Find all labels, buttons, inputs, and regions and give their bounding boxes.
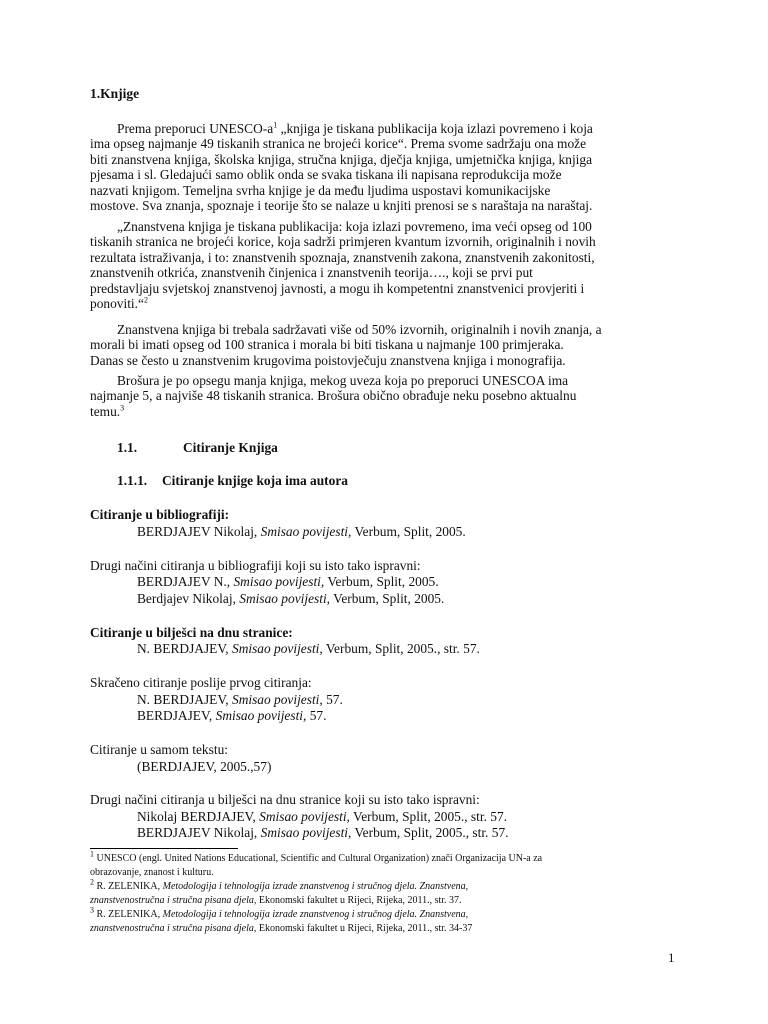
- bibliography-citation-2: BERDJAJEV N., Smisao povijesti, Verbum, Split, 2005.: [137, 574, 439, 589]
- in-text-citation-heading: Citiranje u samom tekstu:: [90, 742, 228, 757]
- footnote-alternatives-heading: Drugi načini citiranja u bilješci na dnu stranice koji su isto tako ispravni:: [90, 792, 480, 807]
- heading-1-1-title: Citiranje Knjiga: [183, 440, 278, 455]
- footnote-1: $^1$ UNESCO (engl. United Nations Educational, Scientific and Cultural Organization) znači Organizacija UN-a za: [90, 849, 543, 864]
- heading-1-1-number: 1.1.: [117, 440, 138, 455]
- bibliography-heading: Citiranje u bibliografiji:: [90, 507, 230, 522]
- footnote-2: $^2$ R. ZELENIKA, Metodologija i tehnologija izrade znanstvenog i stručnog djela. Znanstvena,: [90, 877, 469, 892]
- footnote-separator: [90, 848, 238, 849]
- paragraph-1: Prema preporuci UNESCO-$a^1$ „knjiga je tiskana publikacija koja izlazi povremeno i koja ima opseg najmanje 49 tiskanih stranica ne brojeći korice“. Prema svome sadržaju ona može biti znanstvena knjiga, školska knjiga, stručna knjiga, dječja knjiga, umjetnička knjiga, knjiga pjesama i sl. Gledajući samo oblik onda se svaka tiskana ili napisana reprodukcija može nazvati knjigom. Temeljna svrha knjige je da među ljudima uspostavi komunikacijske mostove. Sva znanja, spoznaje i teorije što se nalaze u knjiti prenosi se s naraštaja na naraštaj.: [90, 120, 593, 214]
- section-title: 1.Knjige: [90, 86, 140, 101]
- paragraph-4: Brošura je po opsegu manja knjiga, mekog uveza koja po preporuci UNESCOA ima najmanje 5, a najviše 48 tiskanih stranica. Brošura obično obrađuje neku posebno aktualnu temu.$^3$: [90, 373, 577, 419]
- footnote-alt-citation-2: BERDJAJEV Nikolaj, Smisao povijesti, Verbum, Split, 2005., str. 57.: [137, 825, 509, 840]
- heading-1-1-1-number: 1.1.1.: [117, 473, 148, 488]
- short-citation-1: N. BERDJAJEV, Smisao povijesti, 57.: [137, 692, 343, 707]
- footnote-ref-3[interactable]: 3: [120, 403, 125, 413]
- paragraph-3: Znanstvena knjiga bi trebala sadržavati više od 50% izvornih, originalnih i novih znanja, a morali bi imati opseg od 100 stranica i morala bi biti tiskana u najmanje 100 primjeraka. Danas se često u znanstvenim krugovima poistovječuju znanstvena knjiga i monografija.: [90, 322, 602, 368]
- footnote-1-cont: obrazovanje, znanost i kulturu.: [90, 867, 214, 878]
- footnote-citation-heading: Citiranje u bilješci na dnu stranice:: [90, 625, 293, 640]
- footnote-citation-1: N. BERDJAJEV, Smisao povijesti, Verbum, Split, 2005., str. 57.: [137, 641, 480, 656]
- paragraph-2: „Znanstvena knjiga je tiskana publikacija: koja izlazi povremeno, ima veći opseg od 100 tiskanih stranica ne brojeći korice, koja sadrži primjeren kvantum izvornih, originalnih i novih rezultata istraživanja, i to: znanstvenih spoznaja, znanstvenih zakona, znanstvenih zakonitosti, znanstvenih otkrića, znanstvenih činjenica i znanstvenih teorija…., koji se prvi put predstavljaju svjetskoj znanstvenoj javnosti, a mogu ih kompetentni znanstvenici provjeriti i ponoviti.“$^2$: [90, 219, 596, 312]
- footnote-3-cont: znanstvenostručna i stručna pisana djela, Ekonomski fakultet u Rijeci, Rijeka, 2011., str. 34-37: [90, 923, 473, 934]
- bibliography-citation-3: Berdjajev Nikolaj, Smisao povijesti, Verbum, Split, 2005.: [137, 591, 445, 606]
- footnote-ref-2[interactable]: 2: [143, 295, 148, 305]
- bibliography-alternatives-heading: Drugi načini citiranja u bibliografiji koji su isto tako ispravni:: [90, 558, 421, 573]
- short-citation-heading: Skračeno citiranje poslije prvog citiranja:: [90, 675, 312, 690]
- short-citation-2: BERDJAJEV, Smisao povijesti, 57.: [137, 708, 327, 723]
- footnote-2-cont: znanstvenostručna i stručna pisana djela, Ekonomski fakultet u Rijeci, Rijeka, 2011., str. 37.: [90, 895, 462, 906]
- page-number: 1: [668, 950, 675, 965]
- bibliography-citation-1: BERDJAJEV Nikolaj, Smisao povijesti, Verbum, Split, 2005.: [137, 524, 466, 539]
- footnote-alt-citation-1: Nikolaj BERDJAJEV, Smisao povijesti, Verbum, Split, 2005., str. 57.: [137, 809, 508, 824]
- footnote-3: $^3$ R. ZELENIKA, Metodologija i tehnologija izrade znanstvenog i stručnog djela. Znanstvena,: [90, 905, 469, 920]
- heading-1-1-1-title: Citiranje knjige koja ima autora: [162, 473, 348, 488]
- footnote-ref-1[interactable]: 1: [273, 120, 278, 130]
- in-text-citation: (BERDJAJEV, 2005.,57): [137, 759, 272, 774]
